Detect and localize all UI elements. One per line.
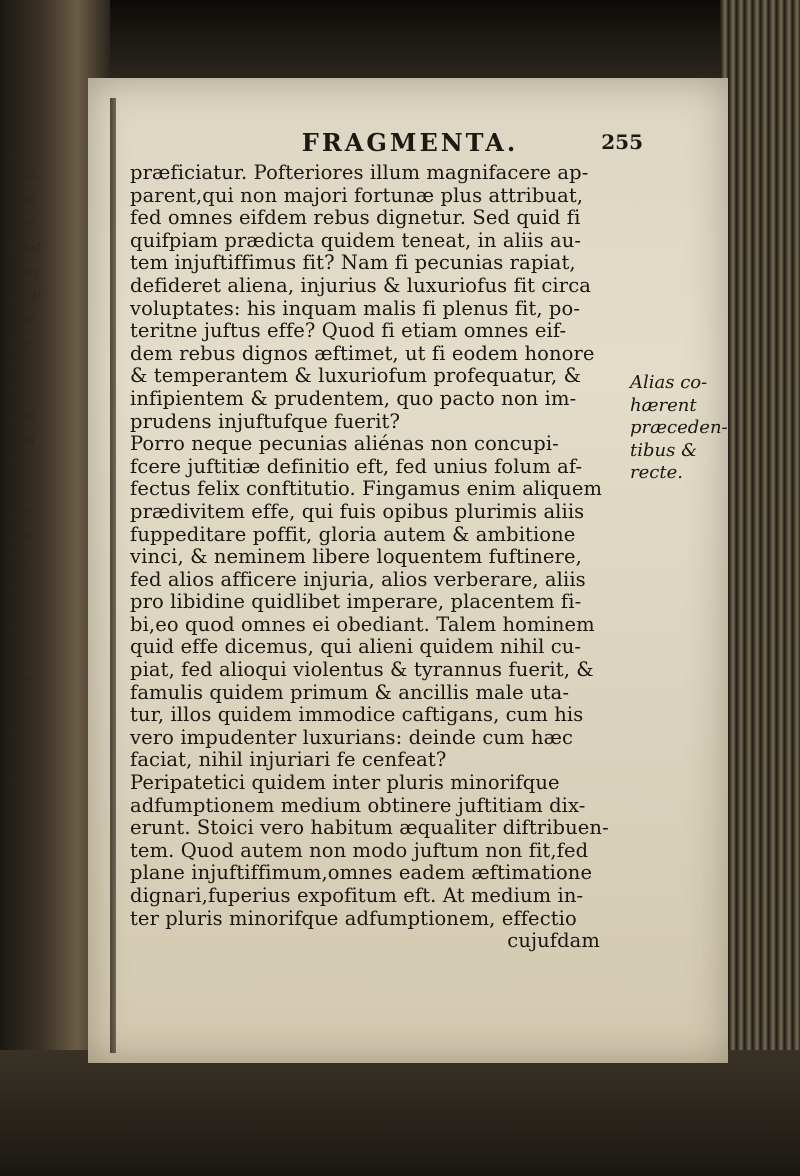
adjacent-fragment: ixi	[6, 481, 21, 495]
text-line: plane injuftiffimum,omnes eadem æftimatione	[130, 861, 593, 885]
text-line: Peripatetici quidem inter pluris minorifque	[130, 771, 560, 795]
text-line: teritne juftus effe? Quod fi etiam omnes eif-	[130, 319, 567, 343]
adjacent-fragment: y mh	[6, 409, 36, 423]
text-line: fectus felix conftitutio. Fingamus enim aliquem	[130, 477, 603, 501]
adjacent-fragment: qnt	[6, 577, 27, 591]
text-line: fed alios afficere injuria, alios verberare, aliis	[130, 567, 586, 591]
text-line: prædivitem effe, qui fuis opibus plurimis aliis	[130, 499, 585, 523]
text-line: famulis quidem primum & ancillis male uta-	[130, 680, 570, 704]
text-line: faciat, nihil injuriari fe cenfeat?	[130, 748, 447, 772]
adjacent-fragment: dimf,	[6, 217, 37, 231]
adjacent-fragment: (ad	[6, 649, 26, 663]
marginal-note-line: tibus &	[630, 439, 698, 461]
text-line: quifpiam prædicta quidem teneat, in aliis au-	[130, 228, 582, 252]
text-line: fcere juftitiæ definitio eft, fed unius folum af-	[130, 454, 583, 478]
text-line: vero impudenter luxurians: deinde cum hæc	[130, 725, 574, 749]
text-line: tem injuftiffimus fit? Nam fi pecunias rapiat,	[130, 251, 576, 275]
adjacent-fragment: y ml	[6, 505, 32, 519]
adjacent-fragment: ippr	[6, 337, 31, 351]
adjacent-fragment: alt	[6, 721, 22, 735]
marginal-note-line: recte.	[630, 462, 683, 483]
text-line: ter pluris minorifque adfumptionem, effectio	[130, 906, 577, 930]
text-line: pro libidine quidlibet imperare, placentem fi-	[130, 590, 582, 614]
text-line: fed omnes eifdem rebus dignetur. Sed quid fi	[130, 206, 581, 230]
adjacent-page-text	[6, 140, 76, 783]
adjacent-fragment: r(l	[6, 457, 21, 471]
text-line: prudens injuftufque fuerit?	[130, 409, 401, 433]
book-fore-edge	[720, 0, 800, 1176]
adjacent-fragment: X, hal	[6, 241, 41, 255]
adjacent-fragment: ual d/	[6, 289, 41, 303]
text-line: tur, illos quidem immodice caftigans, cum his	[130, 703, 584, 727]
marginal-note	[630, 372, 728, 485]
text-line: vinci, & neminem libere loquentem fuftinere,	[130, 545, 582, 569]
text-line: adfumptionem medium obtinere juftitiam dix-	[130, 793, 586, 817]
scan-top-edge	[0, 0, 800, 80]
text-line: infipientem & prudentem, quo pacto non im-	[130, 386, 577, 410]
catchword: cujufdam	[507, 929, 600, 953]
text-line: tem. Quod autem non modo juftum non fit,fed	[130, 838, 589, 862]
adjacent-fragment: y(1	[6, 769, 26, 783]
book-page	[88, 78, 728, 1063]
text-line: voluptates: his inquam malis fi plenus fit, po-	[130, 296, 581, 320]
marginal-note-line: præceden-	[630, 417, 728, 438]
adjacent-fragment: ), ut	[6, 673, 31, 687]
adjacent-fragment: y/ n	[6, 145, 29, 159]
adjacent-fragment: nal	[6, 697, 25, 711]
text-line: erunt. Stoici vero habitum æqualiter diftribuen-	[130, 816, 609, 840]
text-line: parent,qui non majori fortunæ plus attribuat,	[130, 183, 584, 207]
text-line: dignari,fuperius expofitum eft. At medium in-	[130, 884, 584, 907]
page-gutter	[110, 98, 116, 1053]
adjacent-fragment: (aaby	[6, 265, 40, 279]
text-line: quid effe dicemus, qui alieni quidem nihil cu-	[130, 635, 582, 659]
text-line: bi,eo quod omnes ei obediant. Talem hominem	[130, 612, 595, 636]
text-line: Porro neque pecunias aliénas non concupi-	[130, 432, 559, 456]
text-line: defideret aliena, injurius & luxuriofus fit circa	[130, 273, 591, 297]
adjacent-fragment: mt	[6, 625, 23, 639]
scan-bottom-edge	[0, 1050, 800, 1176]
text-line: & temperantem & luxuriofum profequatur, &	[130, 364, 582, 388]
adjacent-fragment: Clou-	[6, 169, 39, 183]
marginal-note-line: hærent	[630, 394, 697, 416]
running-head: FRAGMENTA.	[301, 128, 519, 157]
text-line: piat, fed alioqui violentus & tyrannus fuerit, &	[130, 658, 594, 682]
text-line: præficiatur. Pofteriores illum magnifacere ap-	[130, 161, 589, 184]
adjacent-fragment: ), m(	[6, 313, 35, 327]
page-number: 255	[601, 130, 643, 154]
body-text	[130, 162, 630, 953]
adjacent-fragment: l), y	[6, 553, 29, 567]
adjacent-fragment: (alos	[6, 433, 36, 447]
adjacent-fragment: i(ure	[6, 193, 36, 207]
adjacent-fragment: (a(	[6, 745, 23, 759]
text-line: fuppeditare poffit, gloria autem & ambitione	[130, 522, 576, 546]
marginal-note-line: Alias co-	[630, 372, 708, 393]
adjacent-fragment: (m(	[6, 601, 27, 615]
adjacent-fragment: y (in	[6, 529, 33, 543]
adjacent-fragment: t) al	[6, 385, 31, 399]
text-line: dem rebus dignos æftimet, ut fi eodem honore	[130, 341, 595, 365]
adjacent-fragment: lay	[6, 361, 24, 375]
